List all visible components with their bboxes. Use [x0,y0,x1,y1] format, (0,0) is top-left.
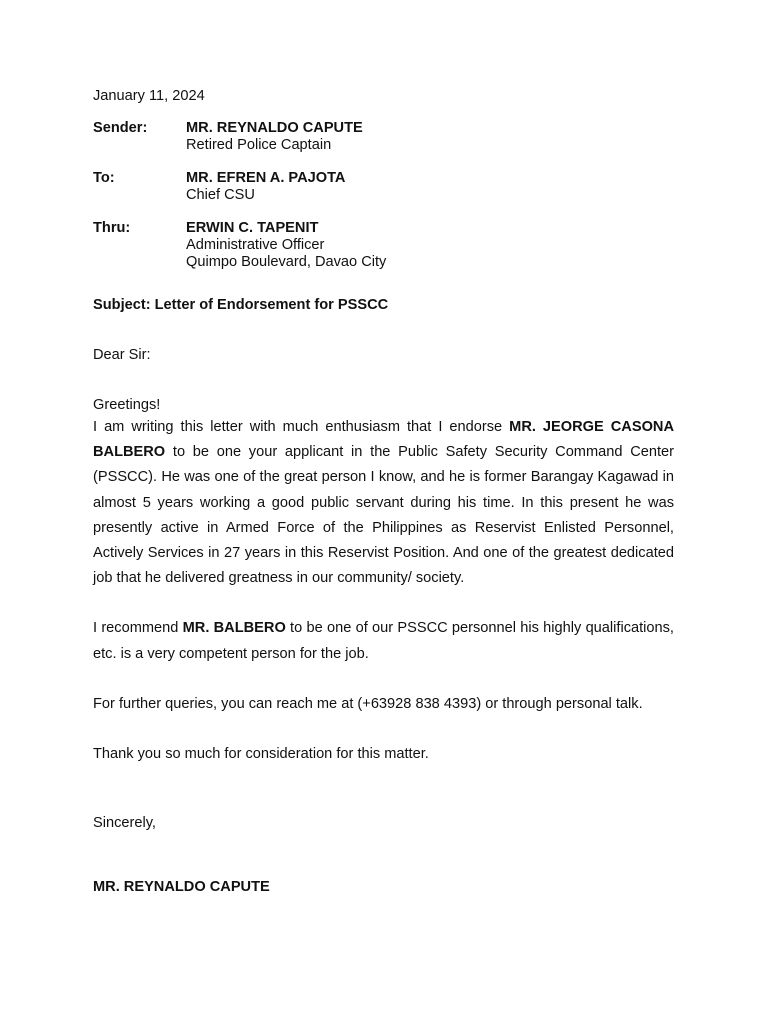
recipient-label: To: [93,170,115,186]
paragraph1-text-after: to be one your applicant in the Public Safety Security Command Center (PSSCC). He was one of the great person I know, and he is former Barangay Kagawad in almost 5 years working a good public servant during his time. In this present he was presently active in Armed Force of the Philippines as Reservist Enlisted Personnel, Actively Services in 27 years in this Reservist Position. And one of the greatest dedicated job that he delivered greatness in our community/ society. [93,444,674,587]
body-paragraph-recommendation [93,616,674,666]
thru-label: Thru: [93,220,131,236]
sender-details [186,120,363,154]
sender-label: Sender: [93,120,148,136]
closing: Sincerely, [93,815,156,832]
paragraph1-text-before: I am writing this letter with much enthusiasm that I endorse [93,419,510,435]
paragraph2-text-after: to be one of our PSSCC personnel his highly qualifications, etc. is a very competent person for the job. [93,620,674,662]
salutation: Dear Sir: [93,347,151,363]
signer-name: MR. REYNALDO CAPUTE [93,879,270,896]
thru-address: Quimpo Boulevard, Davao City [186,254,387,270]
body-paragraph-thanks: Thank you so much for consideration for this matter. [93,746,429,763]
body-paragraph-contact: For further queries, you can reach me at (+63928 838 4393) or through personal talk. [93,695,643,712]
endorsee-full-name: MR. JEORGE CASONA BALBERO [93,419,674,461]
recipient-details [186,170,345,204]
thru-block [93,220,674,271]
thru-name: ERWIN C. TAPENIT [186,220,319,236]
thru-title: Administrative Officer [186,237,325,253]
body-paragraph-endorsement [93,415,674,591]
letter-page [93,86,674,897]
sender-title: Retired Police Captain [186,137,332,153]
greeting: Greetings! [93,397,161,413]
sender-block [93,120,674,154]
subject-line: Subject: Letter of Endorsement for PSSCC [93,297,389,313]
paragraph2-text-before: I recommend [93,620,183,637]
endorsee-short-name: MR. BALBERO [182,620,286,637]
sender-name: MR. REYNALDO CAPUTE [186,120,363,136]
thru-details [186,220,386,271]
recipient-block [93,170,674,204]
recipient-title: Chief CSU [186,187,255,203]
letter-date: January 11, 2024 [93,88,205,104]
recipient-name: MR. EFREN A. PAJOTA [186,170,346,186]
